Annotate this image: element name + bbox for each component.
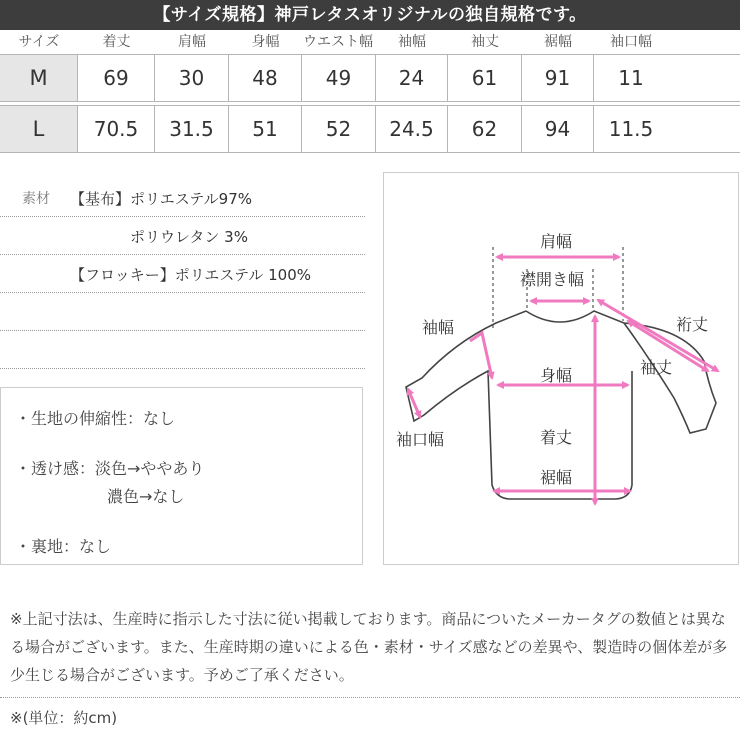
- material-text: ポリウレタン 3%: [130, 228, 248, 246]
- label-neck: 襟開き幅: [520, 270, 585, 289]
- size-row-l: [0, 105, 740, 153]
- value-cuff: 11: [618, 66, 644, 90]
- property-transparency: ・透け感：淡色→ややあり: [15, 459, 205, 478]
- size-label: L: [0, 106, 78, 152]
- value-sleeve-length: 62: [448, 106, 522, 152]
- value-waist: 49: [302, 55, 376, 101]
- disclaimer-note: ※上記寸法は、生産時に指示した寸法に従い掲載しております。商品についたメーカータグの数値とは異なる場合がございます。また、生産時期の違いによる色・素材・サイズ感などの差異や、製造時の個体差が多少生じる場合がございます。予めご了承ください。: [10, 610, 728, 684]
- label-sleeve-length: 袖丈: [640, 358, 673, 377]
- value-length: 69: [78, 55, 155, 101]
- col-header-size: サイズ: [18, 34, 60, 50]
- value-cuff: 11.5: [608, 117, 654, 141]
- label-length: 着丈: [540, 428, 573, 447]
- value-shoulder: 31.5: [155, 106, 229, 152]
- col-header-sleeve-width: 袖幅: [398, 34, 426, 50]
- value-hem: 91: [522, 55, 594, 101]
- label-shoulder: 肩幅: [540, 232, 573, 251]
- garment-illustration: [384, 173, 738, 564]
- property-transparency-dark: 濃色→なし: [107, 487, 185, 506]
- value-sleeve-length: 61: [448, 55, 522, 101]
- value-sleeve-width: 24.5: [376, 106, 448, 152]
- material-line-empty: [0, 294, 365, 331]
- col-header-waist: ウエスト幅: [303, 34, 373, 50]
- material-line: [0, 180, 365, 217]
- label-cuff: 袖口幅: [396, 430, 445, 449]
- col-header-shoulder: 肩幅: [178, 34, 206, 50]
- size-label: M: [0, 55, 78, 101]
- property-lining: ・裏地：なし: [15, 537, 112, 556]
- material-label: 素材: [22, 191, 50, 207]
- material-line: [0, 218, 365, 255]
- label-yuki: 裄丈: [676, 315, 709, 334]
- col-header-length: 着丈: [102, 34, 131, 50]
- fabric-properties-box: [0, 387, 363, 565]
- divider: [0, 697, 740, 698]
- unit-note: ※(単位：約cm): [10, 709, 118, 727]
- value-waist: 52: [302, 106, 376, 152]
- value-body-width: 48: [229, 55, 302, 101]
- material-text: 【基布】ポリエステル97%: [70, 190, 252, 208]
- material-line: [0, 256, 365, 293]
- property-stretch: ・生地の伸縮性：なし: [15, 409, 176, 428]
- measurement-diagram: [383, 172, 739, 565]
- size-table-header: [0, 31, 740, 53]
- size-row-m: [0, 54, 740, 102]
- size-spec-banner: 【サイズ規格】神戸レタスオリジナルの独自規格です。: [0, 0, 740, 30]
- col-header-cuff: 袖口幅: [610, 34, 652, 50]
- label-hem: 裾幅: [540, 468, 573, 487]
- value-sleeve-width: 24: [376, 55, 448, 101]
- col-header-sleeve-length: 袖丈: [471, 34, 499, 50]
- label-sleeve-width: 袖幅: [422, 318, 455, 337]
- material-line-empty: [0, 332, 365, 369]
- value-length: 70.5: [78, 106, 155, 152]
- col-header-hem: 裾幅: [544, 34, 572, 50]
- value-shoulder: 30: [155, 55, 229, 101]
- value-body-width: 51: [229, 106, 302, 152]
- col-header-body-width: 身幅: [251, 34, 280, 50]
- material-text: 【フロッキー】ポリエステル 100%: [70, 266, 312, 284]
- value-hem: 94: [522, 106, 594, 152]
- label-body-width: 身幅: [540, 366, 573, 385]
